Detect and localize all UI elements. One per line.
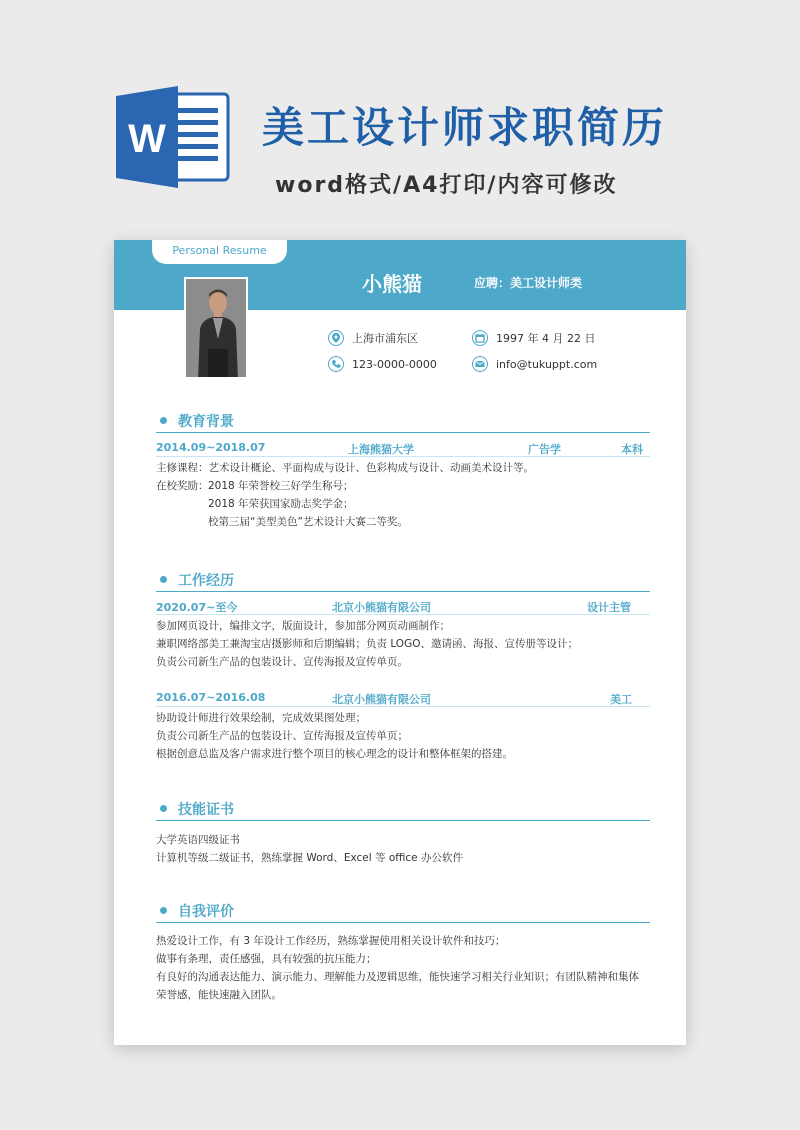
job-role: 美工	[610, 693, 632, 706]
education-header	[156, 411, 650, 433]
job-role: 设计主管	[587, 601, 631, 614]
apply-label: 应聘：	[474, 276, 511, 290]
resume-sheet	[114, 240, 686, 1045]
job-duty: 参加网页设计，编排文字，版面设计，参加部分网页动画制作；	[156, 620, 450, 632]
job-duty: 兼职网络部美工兼淘宝店摄影师和后期编辑；负责 LOGO、邀请函、海报、宣传册等设计；	[156, 638, 578, 650]
bullet-dot-icon	[160, 576, 167, 583]
job-period: 2016.07~2016.08	[156, 691, 266, 704]
address-text: 上海市浦东区	[352, 332, 418, 345]
bullet-dot-icon	[160, 805, 167, 812]
education-period: 2014.09~2018.07	[156, 441, 266, 454]
apply-position	[474, 274, 664, 291]
education-degree: 本科	[621, 443, 643, 456]
phone-item	[328, 356, 437, 372]
bullet-dot-icon	[160, 907, 167, 914]
skill-line: 计算机等级二级证书，熟练掌握 Word、Excel 等 office 办公软件	[156, 852, 463, 864]
calendar-icon	[472, 330, 488, 346]
self-eval-title: 自我评价	[178, 904, 234, 920]
education-row	[156, 441, 650, 457]
self-eval-line: 有良好的沟通表达能力、演示能力、理解能力及逻辑思维，能快速学习相关行业知识；有团队精神和集体	[156, 971, 639, 983]
education-award: 2018 年荣誉校三好学生称号；	[208, 480, 354, 492]
candidate-name: 小熊猫	[362, 272, 422, 296]
job-duty: 负责公司新生产品的包装设计、宣传海报及宣传单页；	[156, 730, 408, 742]
self-eval-line: 荣誉感，能快速融入团队。	[156, 989, 282, 1001]
job-row	[156, 691, 650, 707]
location-icon	[328, 330, 344, 346]
job-company: 北京小熊猫有限公司	[332, 693, 431, 706]
job-duty: 负责公司新生产品的包装设计、宣传海报及宣传单页。	[156, 656, 408, 668]
mail-icon	[472, 356, 488, 372]
apply-value: 美工设计师类	[510, 276, 583, 290]
email-text: info@tukuppt.com	[496, 357, 598, 371]
word-logo-icon	[112, 84, 232, 190]
job-duty: 协助设计师进行效果绘制，完成效果图处理；	[156, 712, 366, 724]
education-title: 教育背景	[178, 414, 234, 430]
work-title: 工作经历	[178, 573, 234, 589]
education-award: 校第三届“美型美色”艺术设计大赛二等奖。	[208, 516, 408, 528]
job-duty: 根据创意总监及客户需求进行整个项目的核心理念的设计和整体框架的搭建。	[156, 748, 513, 760]
skill-line: 大学英语四级证书	[156, 834, 240, 846]
education-courses: 主修课程：艺术设计概论、平面构成与设计、色彩构成与设计、动画美术设计等。	[156, 462, 534, 474]
self-eval-line: 做事有条理，责任感强，具有较强的抗压能力；	[156, 953, 377, 965]
birthday-item	[472, 330, 595, 346]
education-major: 广告学	[528, 443, 561, 456]
education-award: 2018 年荣获国家励志奖学金；	[208, 498, 354, 510]
personal-resume-tab: Personal Resume	[152, 240, 287, 264]
birthday-text: 1997 年 4 月 22 日	[496, 332, 596, 345]
job-company: 北京小熊猫有限公司	[332, 601, 431, 614]
work-header	[156, 570, 650, 592]
bullet-dot-icon	[160, 417, 167, 424]
phone-icon	[328, 356, 344, 372]
candidate-photo	[184, 277, 248, 379]
education-awards-label: 在校奖励：	[156, 480, 209, 492]
self-eval-line: 热爱设计工作，有 3 年设计工作经历，熟练掌握使用相关设计软件和技巧；	[156, 935, 506, 947]
self-eval-header	[156, 901, 650, 923]
job-row	[156, 599, 650, 615]
skills-header	[156, 799, 650, 821]
word-logo-letter: W	[128, 117, 166, 161]
address-item	[328, 330, 418, 346]
job-period: 2020.07~至今	[156, 601, 238, 614]
banner-title: 美工设计师求职简历	[262, 103, 668, 152]
phone-text: 123-0000-0000	[352, 357, 437, 371]
email-item	[472, 356, 597, 372]
education-school: 上海熊猫大学	[348, 443, 414, 456]
banner-subtitle: word格式/A4打印/内容可修改	[275, 173, 618, 198]
skills-title: 技能证书	[178, 802, 234, 818]
